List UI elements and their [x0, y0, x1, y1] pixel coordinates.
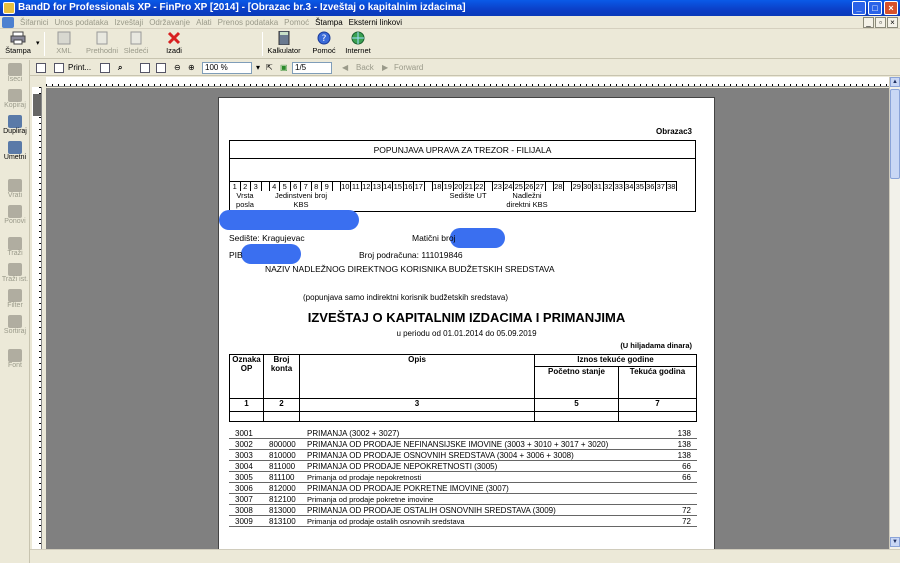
jedinstveni-broj-label: Jedinstveni broj KBS — [274, 191, 328, 209]
header-table — [229, 354, 697, 422]
sediste-line: Sedište: Kragujevac — [229, 233, 305, 243]
dupliraj-button[interactable]: Dupliraj — [1, 114, 29, 138]
find-next-icon — [8, 263, 22, 276]
row-acc: 812000 — [269, 484, 296, 493]
vertical-scrollbar[interactable] — [889, 77, 900, 549]
xml-icon — [56, 31, 72, 45]
row-op: 3005 — [235, 473, 253, 482]
digit-cell: 1 — [230, 181, 241, 191]
row-val: 66 — [682, 462, 691, 471]
menu-sifarnici[interactable]: Šifarnici — [20, 18, 49, 27]
horizontal-scrollbar[interactable] — [30, 549, 900, 563]
digit-cell — [564, 181, 572, 191]
col-oznaka: Oznaka OP — [230, 355, 264, 399]
prethodni-button[interactable]: Prethodni — [84, 30, 120, 58]
digit-cell: 29 — [572, 182, 581, 191]
internet-button[interactable]: Internet — [340, 30, 376, 58]
maximize-button[interactable]: □ — [868, 1, 882, 15]
digit-cell — [546, 181, 554, 191]
scroll-down-arrow[interactable]: ▼ — [890, 537, 900, 547]
row-desc: Primanja od prodaje pokretne imovine — [307, 495, 434, 504]
globe-icon — [350, 31, 366, 45]
svg-text:?: ? — [321, 34, 327, 44]
colnum-2: 2 — [264, 399, 300, 412]
row-desc: PRIMANJA OD PRODAJE NEPOKRETNOSTI (3005) — [307, 462, 498, 471]
row-acc: 813100 — [269, 517, 296, 526]
copy-icon — [8, 89, 22, 102]
digit-cell: 38 — [667, 182, 676, 191]
digit-cell: 10 — [341, 182, 350, 191]
two-page-icon[interactable] — [156, 62, 166, 74]
forward-icon[interactable]: ▶ — [382, 63, 389, 72]
row-desc: Primanja od prodaje ostalih osnovnih sredstava — [307, 517, 465, 526]
digit-cell: 25 — [514, 182, 523, 191]
row-acc: 811000 — [269, 462, 296, 471]
zoom-out-icon[interactable]: ⊖ — [174, 63, 181, 72]
digit-cell — [333, 181, 341, 191]
row-val: 138 — [677, 451, 691, 460]
row-acc: 811100 — [269, 473, 295, 482]
search-icon — [8, 237, 22, 250]
menu-pomoc[interactable]: Pomoć — [284, 18, 310, 27]
row-op: 3001 — [235, 429, 253, 438]
digit-cell: 22 — [475, 182, 484, 191]
col-opis: Opis — [300, 355, 535, 399]
report-rows — [229, 428, 697, 527]
digit-row — [230, 181, 695, 191]
sortiraj-button[interactable]: Sortiraj — [1, 314, 29, 338]
zoom-in-icon[interactable]: ⊕ — [188, 63, 195, 72]
row-op: 3007 — [235, 495, 253, 504]
back-button[interactable]: Back — [356, 63, 374, 72]
digit-cell: 28 — [554, 182, 563, 191]
digit-cell: 2 — [241, 181, 252, 191]
table-row — [229, 472, 697, 483]
popunjava-note: (popunjava samo indirektni korisnik budžetskih sredstava) — [303, 293, 508, 302]
main-toolbar — [0, 29, 900, 59]
row-val — [637, 484, 697, 493]
izadji-button[interactable]: Izađi — [156, 30, 192, 58]
row-op: 3009 — [235, 517, 253, 526]
digit-cell: 18 — [433, 182, 442, 191]
window-title: BandD for Professionals XP - FinPro XP [2014] - [Obrazac br.3 - Izveštaj o kapitalnim izdacima] — [18, 2, 466, 13]
duplicate-icon — [8, 115, 22, 128]
preview-canvas[interactable] — [46, 88, 889, 549]
digit-cell: 3 — [251, 181, 262, 191]
report-title: IZVEŠTAJ O KAPITALNIM IZDACIMA I PRIMANJIMA — [307, 310, 626, 325]
digit-cell: 27 — [535, 182, 544, 191]
digit-cell: 32 — [604, 182, 613, 191]
digit-cell: 30 — [583, 182, 592, 191]
row-desc: PRIMANJA OD PRODAJE OSNOVNIH SREDSTAVA (3004 + 3006 + 3008) — [307, 451, 574, 460]
calculator-icon — [276, 31, 292, 45]
digit-cell: 8 — [312, 181, 323, 191]
treasury-title: POPUNJAVA UPRAVA ZA TREZOR - FILIJALA — [230, 141, 695, 159]
row-op: 3008 — [235, 506, 253, 515]
digit-cell: 21 — [464, 182, 473, 191]
menu-prenos-podataka[interactable]: Prenos podataka — [217, 18, 279, 27]
digit-cell: 33 — [614, 182, 623, 191]
page-setup-icon[interactable] — [36, 62, 46, 74]
filter-icon — [8, 289, 22, 302]
printer-icon — [10, 31, 26, 45]
digit-cell: 26 — [525, 182, 534, 191]
row-acc: 812100 — [269, 495, 296, 504]
digit-cell: 15 — [393, 182, 402, 191]
menu-unos-podataka[interactable]: Unos podataka — [54, 18, 109, 27]
digit-cell: 35 — [635, 182, 644, 191]
umetni-button[interactable]: Umetni — [1, 140, 29, 164]
table-row — [229, 494, 697, 505]
colnum-7: 7 — [619, 399, 697, 412]
minimize-button[interactable]: _ — [852, 1, 866, 15]
row-acc: 813000 — [269, 506, 296, 515]
zoom-dropdown-arrow[interactable]: ▾ — [256, 63, 261, 72]
redacted-block — [450, 228, 505, 248]
row-op: 3006 — [235, 484, 253, 493]
digit-cell: 14 — [383, 182, 392, 191]
exit-icon — [166, 31, 182, 45]
digit-cell: 31 — [593, 182, 602, 191]
previous-icon — [94, 31, 110, 45]
row-val: 66 — [682, 473, 691, 482]
scroll-up-arrow[interactable]: ▲ — [890, 77, 900, 87]
row-desc: PRIMANJA OD PRODAJE OSTALIH OSNOVNIH SREDSTAVA (3009) — [307, 506, 556, 515]
stampa-dropdown-arrow[interactable]: ▾ — [36, 40, 40, 47]
row-val: 72 — [682, 517, 691, 526]
pomoc-button[interactable]: ? Pomoć — [306, 30, 342, 58]
nadlezni-label: Nadležni direktni KBS — [506, 191, 548, 209]
colnum-5: 5 — [535, 399, 619, 412]
help-icon — [316, 31, 332, 45]
filter-button[interactable]: Filter — [1, 288, 29, 312]
vertical-ruler — [32, 87, 42, 549]
digit-cell — [485, 181, 493, 191]
table-row — [229, 461, 697, 472]
trazi-ist-button[interactable]: Traži ist. — [1, 262, 29, 286]
copy-page-icon[interactable] — [100, 62, 110, 74]
mdi-close-button[interactable]: × — [887, 17, 898, 28]
table-row — [229, 450, 697, 461]
app-icon — [3, 2, 15, 14]
forward-button[interactable]: Forward — [394, 63, 424, 72]
font-button[interactable]: Font — [1, 348, 29, 372]
mdi-restore-button[interactable]: ▫ — [875, 17, 886, 28]
menu-bar — [0, 16, 900, 29]
back-icon[interactable]: ◀ — [342, 63, 349, 72]
report-page — [218, 97, 715, 549]
row-op: 3004 — [235, 462, 253, 471]
digit-cell: 13 — [372, 182, 381, 191]
digit-cell: 7 — [301, 181, 312, 191]
stampa-button[interactable]: Štampa — [0, 30, 36, 58]
menu-izvestaji[interactable]: Izveštaji — [114, 18, 144, 27]
kalkulator-button[interactable]: Kalkulator — [266, 30, 302, 58]
print-icon[interactable] — [54, 62, 64, 74]
row-val — [637, 495, 697, 504]
digit-cell: 37 — [656, 182, 665, 191]
vertical-ruler-marker — [33, 94, 41, 116]
ponovi-button[interactable]: Ponovi — [1, 204, 29, 228]
colnum-3: 3 — [300, 399, 535, 412]
col-iznos: Iznos tekuće godine — [535, 355, 697, 367]
pib-label: PIB — [229, 250, 243, 260]
undo-icon — [8, 179, 22, 192]
digit-cell: 11 — [351, 182, 360, 191]
sort-icon — [8, 315, 22, 328]
report-period: u periodu od 01.01.2014 do 05.09.2019 — [396, 329, 537, 338]
menu-odrzavanje[interactable]: Održavanje — [149, 18, 191, 27]
row-acc: 800000 — [269, 440, 296, 449]
digit-cell: 5 — [280, 181, 291, 191]
row-op: 3002 — [235, 440, 253, 449]
vrati-button[interactable]: Vrati — [1, 178, 29, 202]
broj-podracuna: Broj podračuna: 111019846 — [359, 250, 463, 260]
col-broj-konta: Broj konta — [264, 355, 300, 399]
col-tekuca: Tekuća godina — [619, 367, 697, 399]
binoculars-icon[interactable]: ⌕ — [118, 63, 123, 72]
go-page-icon[interactable]: ▣ — [280, 63, 288, 72]
iseci-button[interactable]: Iseci — [1, 62, 29, 86]
vrsta-posla-label: Vrsta posla — [236, 191, 254, 209]
col-pocetno: Početno stanje — [535, 367, 619, 399]
menu-alati[interactable]: Alati — [196, 18, 212, 27]
next-icon — [128, 31, 144, 45]
one-page-icon[interactable] — [140, 62, 150, 74]
naziv-nadleznog: NAZIV NADLEŽNOG DIREKTNOG KORISNIKA BUDŽETSKIH SREDSTAVA — [265, 264, 555, 274]
redacted-block — [219, 210, 359, 230]
close-button[interactable]: × — [884, 1, 898, 15]
digit-cell — [425, 181, 433, 191]
digit-cell — [262, 181, 270, 191]
mdi-minimize-button[interactable]: _ — [863, 17, 874, 28]
form-code: Obrazac3 — [655, 127, 692, 136]
sediste-ut-label: Sedište UT — [449, 191, 487, 200]
menu-eksterni-linkovi[interactable]: Eksterni linkovi — [348, 18, 403, 27]
table-row — [229, 505, 697, 516]
digit-cell: 6 — [291, 181, 302, 191]
digit-cell: 12 — [362, 182, 371, 191]
mdi-window-buttons — [863, 16, 898, 28]
row-desc: PRIMANJA OD PRODAJE NEFINANSIJSKE IMOVINE (3003 + 3010 + 3017 + 3020) — [307, 440, 609, 449]
digit-cell: 23 — [493, 182, 502, 191]
row-val: 138 — [677, 440, 691, 449]
row-desc: Primanja od prodaje nepokretnosti — [307, 473, 422, 482]
row-desc: PRIMANJA OD PRODAJE POKRETNE IMOVINE (3007) — [307, 484, 509, 493]
table-row — [229, 428, 697, 439]
row-acc: 810000 — [269, 451, 296, 460]
digit-cell: 17 — [414, 182, 423, 191]
preview-toolbar — [30, 60, 900, 76]
scroll-thumb[interactable] — [890, 89, 900, 179]
row-val: 138 — [677, 429, 691, 438]
zoom-select[interactable]: 100 % — [202, 62, 252, 74]
xml-button[interactable]: XML — [46, 30, 82, 58]
digit-cell: 20 — [454, 182, 463, 191]
scissors-icon — [8, 63, 22, 76]
digit-cell: 24 — [504, 182, 513, 191]
table-row — [229, 516, 697, 527]
horizontal-ruler — [46, 77, 889, 87]
print-button[interactable]: Print... — [68, 63, 92, 72]
first-page-icon[interactable]: ⇱ — [266, 63, 273, 72]
row-op: 3003 — [235, 451, 253, 460]
maticni-broj-label: Matični broj — [412, 233, 456, 243]
table-row — [229, 439, 697, 450]
document-icon[interactable] — [2, 17, 14, 28]
sledeci-button[interactable]: Sledeći — [118, 30, 154, 58]
row-acc — [265, 429, 305, 438]
digit-cell: 9 — [322, 181, 333, 191]
font-icon — [8, 349, 22, 362]
page-number-field[interactable]: 1/5 — [292, 62, 332, 74]
menu-stampa[interactable]: Štampa — [315, 18, 343, 27]
paste-icon — [8, 141, 22, 154]
currency-note: (U hiljadama dinara) — [620, 341, 692, 350]
redacted-block — [241, 244, 301, 264]
row-desc: PRIMANJA (3002 + 3027) — [307, 429, 400, 438]
colnum-1: 1 — [230, 399, 264, 412]
table-row — [229, 483, 697, 494]
treasury-box — [229, 140, 696, 212]
digit-cell: 34 — [625, 182, 634, 191]
trazi-button[interactable]: Traži — [1, 236, 29, 260]
left-tool-palette — [0, 60, 30, 563]
digit-cell: 36 — [646, 182, 655, 191]
row-val: 72 — [682, 506, 691, 515]
digit-cell: 4 — [270, 181, 281, 191]
redo-icon — [8, 205, 22, 218]
kopiraj-button[interactable]: Kopiraj — [1, 88, 29, 112]
title-bar — [0, 0, 900, 16]
digit-cell: 16 — [404, 182, 413, 191]
digit-cell: 19 — [443, 182, 452, 191]
